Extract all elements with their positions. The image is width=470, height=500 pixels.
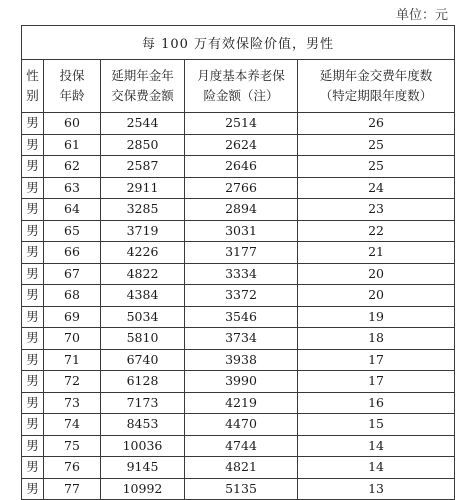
payment-years-cell: 14 — [298, 435, 455, 457]
payment-years-cell: 20 — [298, 285, 455, 307]
annual-premium-cell: 10036 — [101, 435, 185, 457]
annual-premium-cell: 6128 — [101, 371, 185, 393]
gender-cell: 男 — [22, 328, 44, 350]
gender-cell: 男 — [22, 220, 44, 242]
payment-years-cell: 21 — [298, 242, 455, 264]
monthly-pension-cell: 4821 — [185, 457, 298, 479]
gender-cell: 男 — [22, 199, 44, 221]
payment-years-cell: 25 — [298, 156, 455, 178]
table-row — [22, 414, 455, 436]
payment-years-cell: 25 — [298, 134, 455, 156]
header-annual-premium-line2: 交保费金额 — [111, 88, 174, 103]
header-payment-years-line2: （特定期限年度数） — [319, 88, 433, 103]
gender-cell: 男 — [22, 457, 44, 479]
header-annual-premium-line1: 延期年金年 — [111, 68, 174, 83]
age-cell: 65 — [44, 220, 101, 242]
payment-years-cell: 17 — [298, 371, 455, 393]
annual-premium-cell: 6740 — [101, 349, 185, 371]
age-cell: 62 — [44, 156, 101, 178]
annual-premium-cell: 3285 — [101, 199, 185, 221]
header-gender-line1: 性 — [26, 68, 39, 83]
gender-cell: 男 — [22, 156, 44, 178]
payment-years-cell: 20 — [298, 263, 455, 285]
age-cell: 66 — [44, 242, 101, 264]
age-cell: 70 — [44, 328, 101, 350]
annual-premium-cell: 3719 — [101, 220, 185, 242]
table-row — [22, 242, 455, 264]
annual-premium-cell: 10992 — [101, 478, 185, 500]
monthly-pension-cell: 4744 — [185, 435, 298, 457]
gender-cell: 男 — [22, 263, 44, 285]
header-row — [22, 60, 455, 113]
table-row — [22, 177, 455, 199]
age-cell: 69 — [44, 306, 101, 328]
table-row — [22, 328, 455, 350]
monthly-pension-cell: 3546 — [185, 306, 298, 328]
payment-years-cell: 18 — [298, 328, 455, 350]
annual-premium-cell: 2911 — [101, 177, 185, 199]
header-age — [44, 60, 101, 113]
header-age-line2: 年龄 — [59, 88, 85, 103]
table-row — [22, 199, 455, 221]
gender-cell: 男 — [22, 414, 44, 436]
payment-years-cell: 16 — [298, 392, 455, 414]
monthly-pension-cell: 3938 — [185, 349, 298, 371]
annual-premium-cell: 2850 — [101, 134, 185, 156]
age-cell: 75 — [44, 435, 101, 457]
header-gender-line2: 别 — [26, 88, 39, 103]
monthly-pension-cell: 2624 — [185, 134, 298, 156]
payment-years-cell: 22 — [298, 220, 455, 242]
annual-premium-cell: 2587 — [101, 156, 185, 178]
header-age-line1: 投保 — [59, 68, 85, 83]
table-row — [22, 457, 455, 479]
header-payment-years — [298, 60, 455, 113]
table-row — [22, 392, 455, 414]
monthly-pension-cell: 2646 — [185, 156, 298, 178]
table-row — [22, 306, 455, 328]
gender-cell: 男 — [22, 435, 44, 457]
payment-years-cell: 17 — [298, 349, 455, 371]
age-cell: 76 — [44, 457, 101, 479]
annual-premium-cell: 5034 — [101, 306, 185, 328]
gender-cell: 男 — [22, 113, 44, 135]
table-row — [22, 113, 455, 135]
age-cell: 60 — [44, 113, 101, 135]
monthly-pension-cell: 4470 — [185, 414, 298, 436]
gender-cell: 男 — [22, 177, 44, 199]
age-cell: 71 — [44, 349, 101, 371]
age-cell: 74 — [44, 414, 101, 436]
annual-premium-cell: 7173 — [101, 392, 185, 414]
payment-years-cell: 14 — [298, 457, 455, 479]
annual-premium-cell: 4822 — [101, 263, 185, 285]
header-annual-premium — [101, 60, 185, 113]
gender-cell: 男 — [22, 134, 44, 156]
header-monthly-pension-line1: 月度基本养老保 — [197, 68, 285, 83]
table-title: 每 100 万有效保险价值，男性 — [22, 26, 455, 60]
monthly-pension-cell: 2894 — [185, 199, 298, 221]
header-monthly-pension — [185, 60, 298, 113]
table-row — [22, 134, 455, 156]
annual-premium-cell: 5810 — [101, 328, 185, 350]
table-row — [22, 435, 455, 457]
annual-premium-cell: 2544 — [101, 113, 185, 135]
monthly-pension-cell: 3334 — [185, 263, 298, 285]
monthly-pension-cell: 2514 — [185, 113, 298, 135]
monthly-pension-cell: 3734 — [185, 328, 298, 350]
monthly-pension-cell: 5135 — [185, 478, 298, 500]
monthly-pension-cell: 4219 — [185, 392, 298, 414]
age-cell: 61 — [44, 134, 101, 156]
monthly-pension-cell: 3031 — [185, 220, 298, 242]
monthly-pension-cell: 3372 — [185, 285, 298, 307]
gender-cell: 男 — [22, 371, 44, 393]
header-monthly-pension-line2: 险金额（注） — [203, 88, 279, 103]
table-row — [22, 156, 455, 178]
payment-years-cell: 24 — [298, 177, 455, 199]
table-row — [22, 220, 455, 242]
age-cell: 68 — [44, 285, 101, 307]
header-payment-years-line1: 延期年金交费年度数 — [319, 68, 433, 83]
age-cell: 77 — [44, 478, 101, 500]
annual-premium-cell: 9145 — [101, 457, 185, 479]
gender-cell: 男 — [22, 242, 44, 264]
monthly-pension-cell: 2766 — [185, 177, 298, 199]
age-cell: 67 — [44, 263, 101, 285]
table-row — [22, 349, 455, 371]
monthly-pension-cell: 3990 — [185, 371, 298, 393]
payment-years-cell: 13 — [298, 478, 455, 500]
annual-premium-cell: 4226 — [101, 242, 185, 264]
age-cell: 63 — [44, 177, 101, 199]
table-row — [22, 285, 455, 307]
gender-cell: 男 — [22, 392, 44, 414]
payment-years-cell: 23 — [298, 199, 455, 221]
header-gender — [22, 60, 44, 113]
payment-years-cell: 26 — [298, 113, 455, 135]
table-row — [22, 263, 455, 285]
annual-premium-cell: 8453 — [101, 414, 185, 436]
insurance-value-table — [21, 25, 455, 500]
table-row — [22, 371, 455, 393]
age-cell: 73 — [44, 392, 101, 414]
payment-years-cell: 15 — [298, 414, 455, 436]
annual-premium-cell: 4384 — [101, 285, 185, 307]
age-cell: 64 — [44, 199, 101, 221]
gender-cell: 男 — [22, 349, 44, 371]
table-body — [22, 113, 455, 500]
gender-cell: 男 — [22, 285, 44, 307]
unit-label: 单位：元 — [395, 8, 448, 23]
age-cell: 72 — [44, 371, 101, 393]
monthly-pension-cell: 3177 — [185, 242, 298, 264]
payment-years-cell: 19 — [298, 306, 455, 328]
gender-cell: 男 — [22, 306, 44, 328]
gender-cell: 男 — [22, 478, 44, 500]
